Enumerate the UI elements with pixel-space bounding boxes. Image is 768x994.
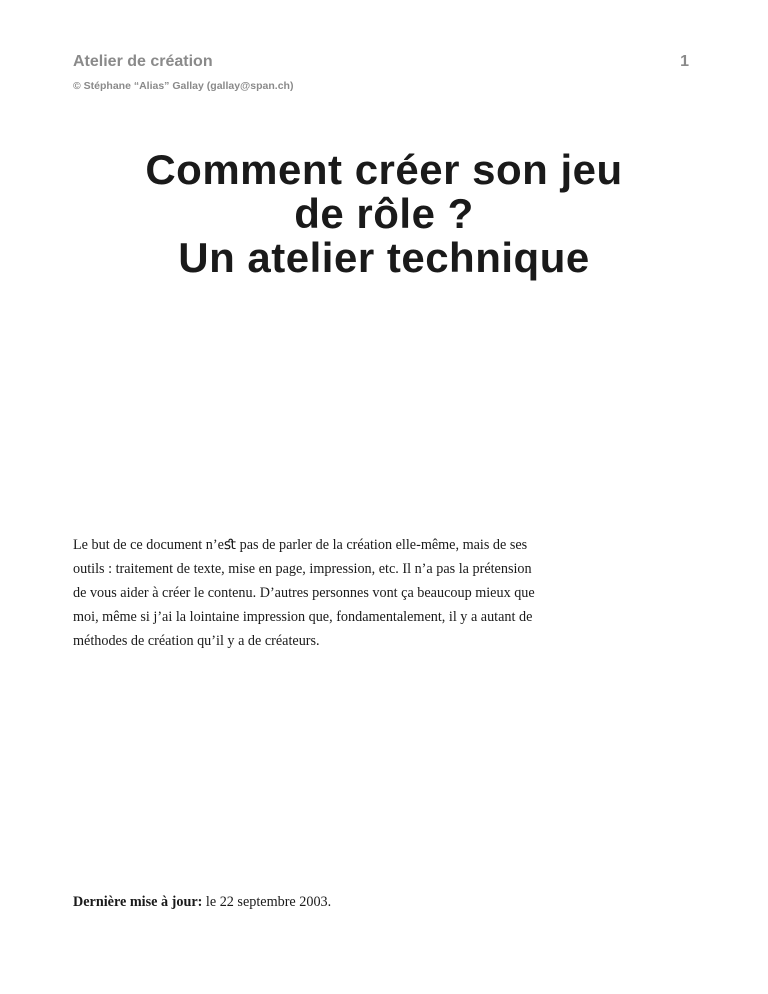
intro-line: de vous aider à créer le contenu. D’autres personnes vont ça beaucoup mieux que [73, 585, 535, 601]
page-title-line: Comment créer son jeu [145, 146, 623, 193]
header-copyright: © Stéphane “Alias” Gallay (gallay@span.ch) [73, 80, 294, 92]
page-title [0, 148, 768, 280]
intro-line: moi, même si j’ai la lointaine impression que, fondamentalement, il y a autant de [73, 609, 533, 625]
last-update-label: Dernière mise à jour: [73, 894, 203, 910]
last-update-value: le 22 septembre 2003. [202, 894, 332, 910]
intro-line: Le but de ce document n’eﬆ pas de parler de la création elle-même, mais de ses [73, 537, 528, 553]
page-title-line: de rôle ? [294, 190, 474, 237]
page-title-line: Un atelier technique [178, 234, 590, 281]
header-title: Atelier de création [73, 53, 213, 70]
page-number: 1 [680, 53, 689, 70]
intro-paragraph [73, 533, 563, 653]
intro-line: outils : traitement de texte, mise en page, impression, etc. Il n’a pas la prétension [73, 561, 532, 577]
last-update [73, 894, 331, 911]
intro-line: méthodes de création qu’il y a de créateurs. [73, 633, 320, 649]
